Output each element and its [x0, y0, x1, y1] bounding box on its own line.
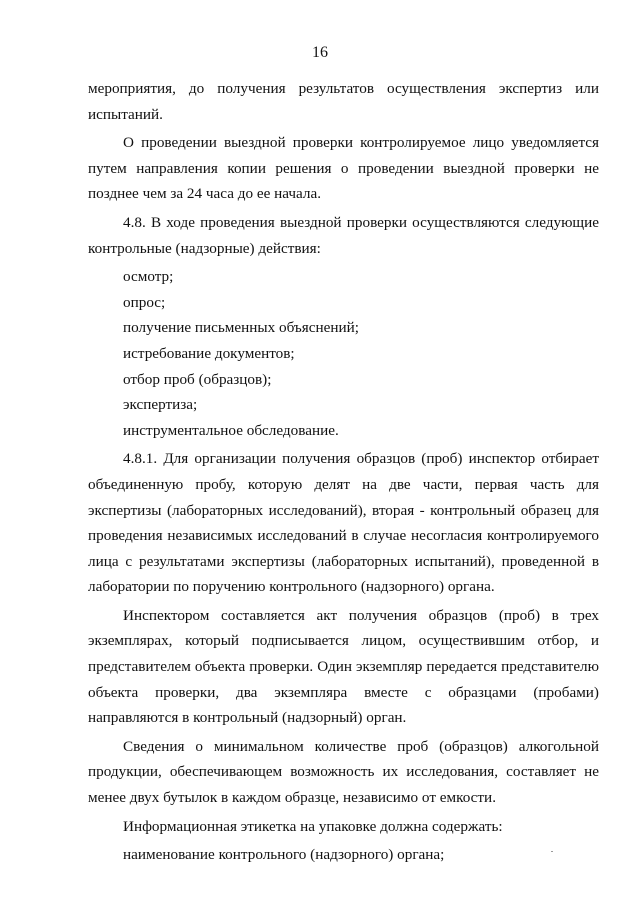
paragraph-min-samples: Сведения о минимальном количестве проб (образцов) алкогольной продукции, обеспечивающем возможность их исследования, составляет не менее двух бутылок в каждом образце, независимо от емкости.: [88, 737, 599, 807]
list-item: получение письменных объяснений;: [123, 319, 359, 337]
page-number: 16: [312, 44, 328, 61]
paragraph-4-8: 4.8. В ходе проведения выездной проверки осуществляются следующие контрольные (надзорные) действия:: [88, 213, 599, 257]
paragraph-label-info: Информационная этикетка на упаковке должна содержать:: [123, 817, 503, 835]
paragraph-sampling-act: Инспектором составляется акт получения образцов (проб) в трех экземплярах, который подписывается лицом, осуществившим отбор, и представителем объекта проверки. Один экземпляр передается представителю объекта проверки, два экземпляра вместе с образцами (пробами) направляются в контрольный (надзорный) орган.: [88, 606, 599, 727]
list-item: инструментальное обследование.: [123, 421, 339, 439]
scan-speck: [551, 851, 553, 852]
paragraph-label-item: наименование контрольного (надзорного) органа;: [123, 846, 445, 864]
actions-list: [88, 264, 599, 443]
paragraph-notification: О проведении выездной проверки контролируемое лицо уведомляется путем направления копии решения о проведении выездной проверки не позднее чем за 24 часа до ее начала.: [88, 134, 599, 203]
list-item: отбор проб (образцов);: [123, 370, 272, 388]
list-item: истребование документов;: [123, 344, 295, 362]
list-item: экспертиза;: [123, 396, 198, 414]
paragraph-continuation: мероприятия, до получения результатов осуществления экспертиз или испытаний.: [88, 80, 599, 123]
document-body: [88, 76, 599, 868]
list-item: опрос;: [123, 293, 166, 311]
paragraph-4-8-1: 4.8.1. Для организации получения образцов (проб) инспектор отбирает объединенную пробу, которую делят на две части, первая часть для экспертизы (лабораторных исследований), вторая - контрольный образец для проведения независимых исследований в случае несогласия контролируемого лица с результатами экспертизы (лабораторных испытаний), проведенной в лаборатории по поручению контрольного (надзорного) органа.: [88, 450, 599, 596]
list-item: осмотр;: [123, 268, 174, 286]
